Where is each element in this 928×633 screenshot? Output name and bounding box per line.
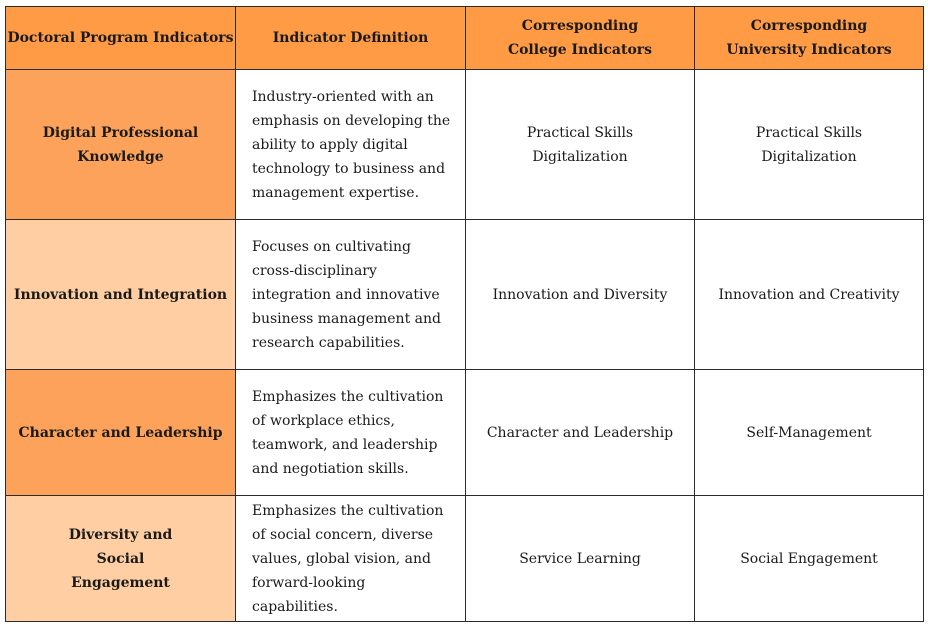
- header-row: [6, 7, 924, 70]
- university-indicator-cell: Self-Management: [695, 370, 924, 496]
- table-row: [6, 220, 924, 370]
- indicators-table: [5, 6, 924, 622]
- definition-cell: Industry-oriented with an emphasis on developing the ability to apply digital technology to business and management expertise.: [236, 70, 466, 220]
- indicator-cell: Diversity and Social Engagement: [6, 496, 236, 622]
- college-indicator-cell: Innovation and Diversity: [466, 220, 695, 370]
- university-indicator-cell: Practical Skills Digitalization: [695, 70, 924, 220]
- indicator-cell: Character and Leadership: [6, 370, 236, 496]
- header-indicator-definition: Indicator Definition: [236, 7, 466, 70]
- table-row: [6, 370, 924, 496]
- table-row: [6, 496, 924, 622]
- college-indicator-cell: Practical Skills Digitalization: [466, 70, 695, 220]
- definition-cell: Emphasizes the cultivation of workplace ethics, teamwork, and leadership and negotiation skills.: [236, 370, 466, 496]
- table-row: [6, 70, 924, 220]
- definition-cell: Focuses on cultivating cross-disciplinary integration and innovative business management and research capabilities.: [236, 220, 466, 370]
- indicator-cell: Innovation and Integration: [6, 220, 236, 370]
- college-indicator-cell: Service Learning: [466, 496, 695, 622]
- header-doctoral-program-indicators: Doctoral Program Indicators: [6, 7, 236, 70]
- university-indicator-cell: Social Engagement: [695, 496, 924, 622]
- header-corresponding-college-indicators: Corresponding College Indicators: [466, 7, 695, 70]
- university-indicator-cell: Innovation and Creativity: [695, 220, 924, 370]
- header-corresponding-university-indicators: Corresponding University Indicators: [695, 7, 924, 70]
- definition-cell: Emphasizes the cultivation of social concern, diverse values, global vision, and forward-looking capabilities.: [236, 496, 466, 622]
- college-indicator-cell: Character and Leadership: [466, 370, 695, 496]
- indicator-cell: Digital Professional Knowledge: [6, 70, 236, 220]
